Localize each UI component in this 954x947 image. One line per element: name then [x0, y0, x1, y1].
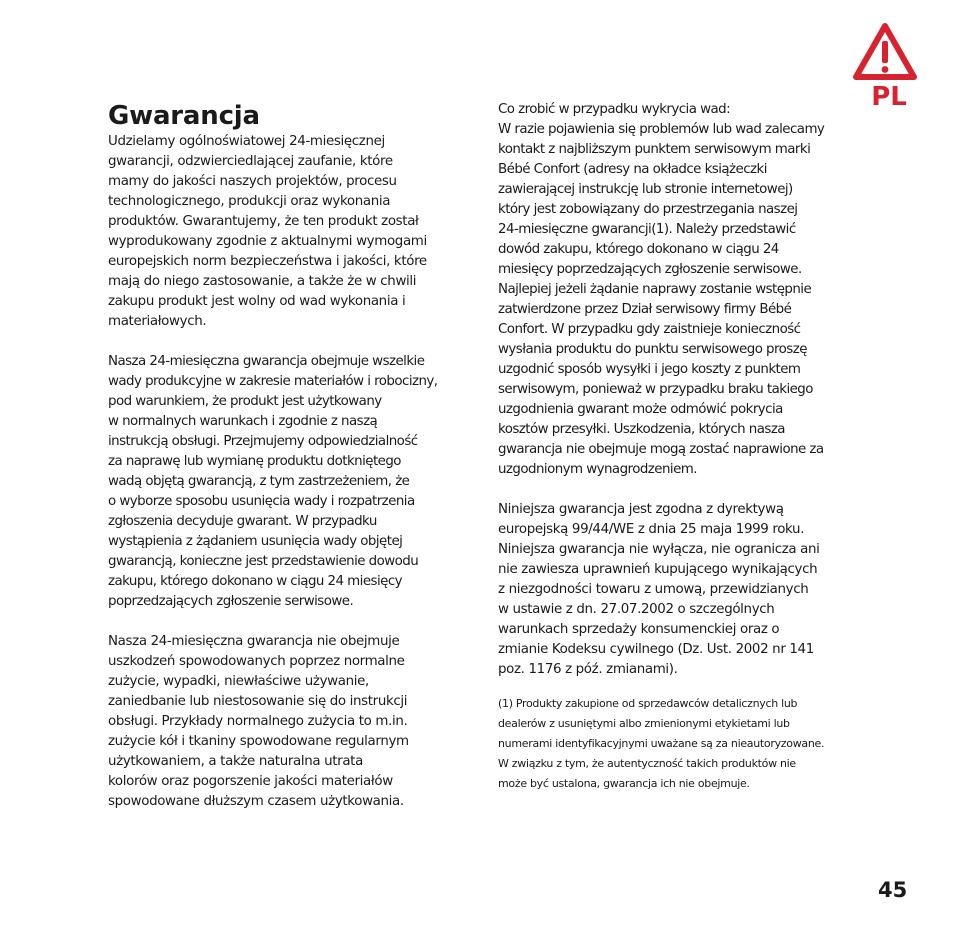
- defect-procedure-paragraph: Co zrobić w przypadku wykrycia wad: W razie pojawienia się problemów lub wad zalecamy kontakt z najbliższym punktem serwisowym marki Bébé Confort (adresy na okładce książeczki zawierającej instrukcję lub stronie internetowej) który jest zobowiązany do przestrzegania naszej 24-miesięczne gwarancji(1). Należy przedstawić dowód zakupu, którego dokonano w ciągu 24 miesięcy poprzedzających zgłoszenie serwisowe. Najlepiej jeżeli żądanie naprawy zostanie wstępnie zatwierdzone przez Dział serwisowy firmy Bébé Confort. W przypadku gdy zaistnieje konieczność wysłania produktu do punktu serwisowego proszę uzgodnić sposób wysyłki i jego koszty z punktem serwisowym, ponieważ w przypadku braku takiego uzgodnienia gwarant może odmówić pokrycia kosztów przesyłki. Uszkodzenia, których nasza gwarancja nie obejmuje mogą zostać naprawione za uzgodnionym wynagrodzeniem.: [498, 102, 825, 477]
- left-column: [108, 100, 468, 812]
- exclamation-dot: [882, 66, 889, 73]
- exclamation-bar: [882, 41, 888, 63]
- right-column: [498, 100, 858, 794]
- warranty-coverage-paragraph: Nasza 24-miesięczna gwarancja obejmuje wszelkie wady produkcyjne w zakresie materiałów i robocizny, pod warunkiem, że produkt jest użytkowany w normalnych warunkach i zgodnie z naszą instrukcją obsługi. Przejmujemy odpowiedzialność za naprawę lub wymianę produktu dotkniętego wadą objętą gwarancją, z tym zastrzeżeniem, że o wyborze sposobu usunięcia wady i rozpatrzenia zgłoszenia decyduje gwarant. W przypadku wystąpienia z żądaniem usunięcia wady objętej gwarancją, konieczne jest przedstawienie dowodu zakupu, którego dokonano w ciągu 24 miesięcy poprzedzających zgłoszenie serwisowe.: [108, 354, 438, 609]
- page-number: 45: [878, 878, 908, 902]
- language-label: PL: [871, 82, 907, 112]
- warning-triangle-svg: [852, 22, 918, 82]
- paragraph-spacer: [108, 612, 468, 632]
- legal-compliance-paragraph: Niniejsza gwarancja jest zgodna z dyrektywą europejską 99/44/WE z dnia 25 maja 1999 roku. Niniejsza gwarancja nie wyłącza, nie ogranicza ani nie zawiesza uprawnień kupującego wynikających z niezgodności towaru z umową, przewidzianych w ustawie z dn. 27.07.2002 o szczególnych warunkach sprzedaży konsumenckiej oraz o zmianie Kodeksu cywilnego (Dz. Ust. 2002 nr 141 poz. 1176 z póź. zmianami).: [498, 502, 820, 677]
- page-title: Gwarancja: [108, 101, 260, 131]
- footnote: (1) Produkty zakupione od sprzedawców detalicznych lub dealerów z usuniętymi albo zmienionymi etykietami lub numerami identyfikacyjnymi uważane są za nieautoryzowane. W związku z tym, że autentyczność takich produktów nie może być ustalona, gwarancja ich nie obejmuje.: [498, 697, 825, 790]
- warranty-exclusions-paragraph: Nasza 24-miesięczna gwarancja nie obejmuje uszkodzeń spowodowanych poprzez normalne zużycie, wypadki, niewłaściwe używanie, zaniedbanie lub niestosowanie się do instrukcji obsługi. Przykłady normalnego zużycia to m.in. zużycie kół i tkaniny spowodowane regularnym użytkowaniem, a także naturalna utrata kolorów oraz pogorszenie jakości materiałów spowodowane dłuższym czasem użytkowania.: [108, 634, 409, 809]
- paragraph-spacer: [498, 680, 858, 694]
- paragraph-spacer: [108, 332, 468, 352]
- paragraph-spacer: [498, 480, 858, 500]
- warranty-intro-paragraph: Udzielamy ogólnoświatowej 24-miesięcznej gwarancji, odzwierciedlającej zaufanie, które mamy do jakości naszych projektów, procesu technologicznego, produkcji oraz wykonania produktów. Gwarantujemy, że ten produkt został wyprodukowany zgodnie z aktualnymi wymogami europejskich norm bezpieczeństwa i jakości, które mają do niego zastosowanie, a także że w chwili zakupu produkt jest wolny od wad wykonania i materiałowych.: [108, 134, 427, 329]
